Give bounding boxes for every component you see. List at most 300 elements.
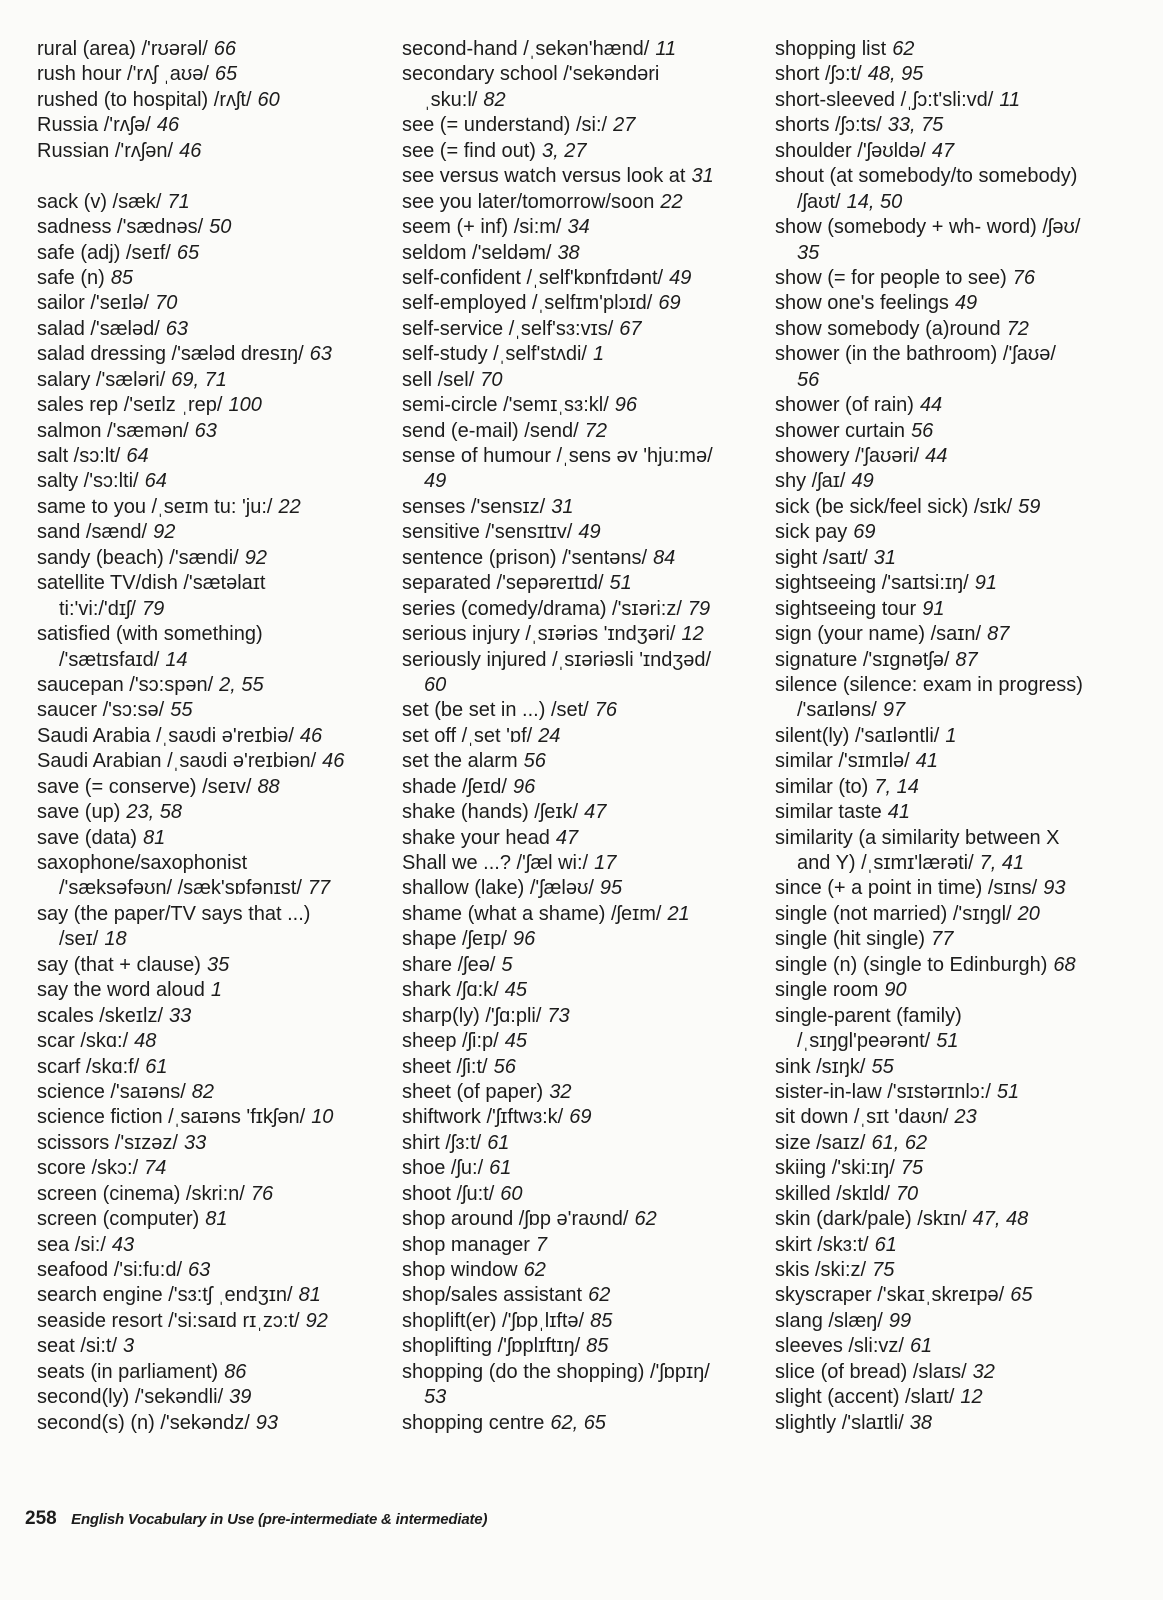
entry-pages: 49 (851, 470, 874, 493)
entry-pages: 22 (660, 190, 683, 213)
entry-pages: 87 (987, 623, 1010, 646)
entry-line (775, 266, 1083, 291)
entry-line (775, 826, 1083, 851)
entry-term: shame (what a shame) /ʃeɪm/ (402, 902, 662, 925)
entry-term: shoot /ʃu:t/ (402, 1182, 495, 1205)
entry-pages: 75 (872, 1259, 895, 1281)
entry-term: see you later/tomorrow/soon (402, 190, 655, 213)
entry-line (402, 1207, 714, 1232)
entry-continuation (37, 597, 344, 622)
entry-pages: 96 (614, 394, 638, 417)
entry-term-continued: /'sætɪsfaɪd/ (59, 648, 160, 671)
book-title: English Vocabulary in Use (pre-intermediate & intermediate) (71, 1511, 488, 1528)
entry-pages: 14 (165, 648, 188, 671)
entry-line (775, 571, 1083, 596)
entry-line (37, 1309, 344, 1334)
entry-line (402, 876, 714, 901)
index-entry (402, 749, 714, 774)
entry-term: save (up) (37, 801, 121, 824)
entry-term: series (comedy/drama) /'sɪəri:z/ (402, 597, 682, 620)
entry-term: scissors /'sɪzəz/ (37, 1131, 178, 1154)
entry-term: satisfied (with something) (37, 623, 263, 646)
index-entry (37, 1055, 344, 1080)
entry-line (37, 368, 344, 393)
index-entry (775, 546, 1083, 571)
index-entry (37, 1411, 344, 1436)
entry-term: short /ʃɔ:t/ (775, 63, 862, 86)
entry-term: set the alarm (402, 750, 518, 773)
entry-line (775, 775, 1083, 800)
index-entry (402, 1334, 714, 1359)
entry-term: see versus watch versus look at (402, 165, 686, 188)
entry-term: saucer /'sɔ:sə/ (37, 699, 165, 722)
entry-pages: 7, 41 (979, 852, 1025, 874)
index-entry (775, 37, 1083, 62)
index-entry (402, 597, 714, 622)
index-entry (402, 1055, 714, 1080)
entry-pages: 96 (512, 928, 536, 951)
entry-term-continued: /'sæksəfəʊn/ /sæk'sɒfənɪst/ (59, 877, 302, 900)
entry-pages: 39 (229, 1386, 252, 1409)
entry-term: say the word aloud (37, 979, 205, 1002)
entry-line (37, 495, 344, 520)
index-entry (775, 1283, 1083, 1308)
entry-line (37, 342, 344, 367)
entry-line (775, 164, 1083, 189)
entry-line (402, 1080, 714, 1105)
entry-pages: 100 (228, 394, 262, 417)
entry-pages: 82 (191, 1080, 215, 1103)
index-entry (775, 1156, 1083, 1181)
entry-term: shade /ʃeɪd/ (402, 775, 507, 798)
entry-term: shop window (402, 1259, 518, 1281)
entry-line (402, 648, 714, 673)
entry-term: sand /sænd/ (37, 521, 148, 544)
index-entry (402, 1283, 714, 1308)
index-entry (775, 495, 1083, 520)
index-entry (402, 139, 714, 164)
entry-term: shopping (do the shopping) /'ʃɒpɪŋ/ (402, 1360, 710, 1383)
entry-line (37, 37, 344, 62)
entry-line (402, 291, 714, 316)
index-entry (775, 62, 1083, 87)
entry-line (402, 1233, 714, 1258)
index-entry (37, 266, 344, 291)
entry-pages: 81 (298, 1284, 321, 1307)
index-entry (402, 444, 714, 495)
entry-line (775, 495, 1083, 520)
entry-line (37, 1029, 344, 1054)
entry-term: slight (accent) /slaɪt/ (775, 1386, 955, 1409)
entry-pages: 62 (523, 1259, 546, 1281)
index-entry (775, 673, 1083, 724)
entry-term: second(s) (n) /'sekəndz/ (37, 1411, 250, 1434)
entry-pages: 3, 27 (541, 139, 587, 162)
index-entry (402, 1411, 714, 1436)
entry-pages: 11 (655, 38, 677, 60)
entry-line (402, 1004, 714, 1029)
entry-line (775, 1131, 1083, 1156)
entry-pages: 92 (305, 1309, 328, 1332)
index-entry (402, 37, 714, 62)
entry-line (37, 851, 344, 876)
index-entry (37, 1105, 344, 1130)
entry-line (37, 139, 344, 164)
entry-pages: 61, 62 (871, 1131, 928, 1154)
entry-line (37, 190, 344, 215)
index-entry (775, 953, 1083, 978)
entry-line (37, 520, 344, 545)
entry-term: single (not married) /'sɪŋgl/ (775, 902, 1012, 925)
entry-pages: 75 (900, 1157, 924, 1180)
entry-line (775, 469, 1083, 494)
entry-line (775, 902, 1083, 927)
entry-term: silence (silence: exam in progress) (775, 673, 1083, 696)
entry-term: shake your head (402, 826, 550, 849)
index-entry (37, 215, 344, 240)
entry-term: save (= conserve) /seɪv/ (37, 775, 252, 798)
entry-line (775, 1156, 1083, 1181)
index-entry (402, 775, 714, 800)
entry-pages: 81 (205, 1208, 228, 1231)
entry-pages: 49 (669, 266, 692, 289)
index-entry (775, 164, 1083, 215)
entry-pages: 95 (599, 877, 623, 900)
entry-pages: 85 (110, 266, 134, 289)
entry-term: scar /skɑ:/ (37, 1030, 129, 1053)
entry-line (37, 1182, 344, 1207)
index-entry (402, 1080, 714, 1105)
entry-line (402, 368, 714, 393)
entry-pages: 70 (480, 368, 503, 391)
index-entry (775, 139, 1083, 164)
entry-term: shoplifting /'ʃɒplɪftɪŋ/ (402, 1335, 581, 1358)
index-entry (775, 1385, 1083, 1410)
entry-line (775, 62, 1083, 87)
entry-term: show (= for people to see) (775, 266, 1007, 289)
entry-line (402, 953, 714, 978)
entry-pages: 92 (153, 521, 176, 544)
entry-term: slightly /'slaɪtli/ (775, 1411, 904, 1434)
entry-term: sea /si:/ (37, 1233, 106, 1256)
entry-pages: 51 (936, 1030, 959, 1053)
entry-pages: 79 (142, 597, 165, 620)
entry-term: sailor /'seɪlə/ (37, 292, 150, 315)
entry-line (37, 1131, 344, 1156)
entry-line (402, 724, 714, 749)
entry-pages: 35 (797, 241, 820, 264)
index-entry (37, 724, 344, 749)
entry-term: semi-circle /'semɪˌsɜ:kl/ (402, 394, 609, 417)
entry-line (402, 1334, 714, 1359)
entry-term: Russian /'rʌʃən/ (37, 139, 174, 162)
entry-line (775, 1283, 1083, 1308)
entry-continuation (402, 469, 714, 494)
entry-pages: 72 (584, 419, 607, 442)
entry-pages: 97 (882, 699, 906, 722)
entry-pages: 32 (972, 1360, 995, 1383)
index-entry (37, 419, 344, 444)
index-entry (37, 800, 344, 825)
entry-pages: 61 (487, 1131, 510, 1154)
index-entry (37, 1283, 344, 1308)
entry-term: see (= understand) /si:/ (402, 114, 608, 137)
index-entry (402, 215, 714, 240)
entry-term-continued: /ʃaʊt/ (797, 190, 841, 213)
entry-pages: 64 (144, 470, 167, 493)
index-entry (37, 1029, 344, 1054)
entry-pages: 69 (658, 292, 681, 315)
entry-pages: 23, 58 (126, 801, 182, 824)
entry-pages: 72 (1006, 317, 1029, 340)
entry-pages: 47, 48 (972, 1208, 1029, 1231)
entry-line (402, 1055, 714, 1080)
entry-line (37, 215, 344, 240)
entry-term: self-study /ˌself'stʌdi/ (402, 343, 587, 366)
index-entry (402, 546, 714, 571)
entry-term: sick (be sick/feel sick) /sɪk/ (775, 495, 1013, 518)
index-entry (775, 749, 1083, 774)
entry-pages: 70 (895, 1182, 919, 1205)
entry-line (37, 1105, 344, 1130)
entry-term: saxophone/saxophonist (37, 852, 248, 874)
entry-pages: 86 (224, 1360, 247, 1383)
entry-pages: 32 (549, 1080, 572, 1103)
entry-pages: 48, 95 (867, 63, 924, 86)
entry-pages: 69 (853, 521, 876, 544)
entry-line (775, 1411, 1083, 1436)
entry-pages: 33 (183, 1131, 207, 1154)
entry-line (775, 749, 1083, 774)
entry-pages: 49 (424, 470, 447, 493)
entry-line (37, 902, 344, 927)
entry-pages: 17 (594, 852, 617, 874)
index-entry (402, 800, 714, 825)
entry-line (37, 1233, 344, 1258)
entry-pages: 96 (512, 775, 536, 798)
entry-line (775, 673, 1083, 698)
entry-pages: 21 (667, 902, 690, 925)
entry-line (402, 495, 714, 520)
entry-line (775, 876, 1083, 901)
entry-continuation (402, 673, 714, 698)
index-entry (402, 978, 714, 1003)
entry-term: sandy (beach) /'sændi/ (37, 546, 239, 569)
index-entry (37, 190, 344, 215)
entry-line (775, 1004, 1083, 1029)
index-entry (37, 749, 344, 774)
entry-pages: 50 (209, 216, 232, 239)
index-entry (37, 571, 344, 622)
entry-pages: 38 (909, 1411, 932, 1434)
entry-pages: 23 (954, 1106, 977, 1129)
entry-line (775, 953, 1083, 978)
entry-term: shiftwork /'ʃɪftwɜ:k/ (402, 1106, 564, 1129)
entry-term: salmon /'sæmən/ (37, 419, 189, 442)
index-entry (402, 342, 714, 367)
entry-line (775, 342, 1083, 367)
entry-pages: 74 (144, 1157, 167, 1180)
entry-pages: 49 (954, 292, 978, 315)
index-entry (37, 1360, 344, 1385)
index-entry (402, 1207, 714, 1232)
entry-line (37, 953, 344, 978)
entry-term: skirt /skɜ:t/ (775, 1233, 869, 1256)
entry-line (775, 1233, 1083, 1258)
entry-term: science fiction /ˌsaɪəns 'fɪkʃən/ (37, 1106, 306, 1129)
entry-line (37, 1283, 344, 1308)
entry-term: search engine /'sɜ:tʃ ˌendʒɪn/ (37, 1284, 293, 1307)
index-entry (37, 1258, 344, 1283)
entry-term: seriously injured /ˌsɪəriəsli 'ɪndʒəd/ (402, 648, 712, 671)
entry-term: shallow (lake) /'ʃæləʊ/ (402, 877, 594, 900)
index-entry (37, 953, 344, 978)
index-entry (37, 622, 344, 673)
entry-term: set (be set in ...) /set/ (402, 699, 589, 722)
entry-term: silent(ly) /'saɪləntli/ (775, 724, 940, 747)
entry-line (37, 622, 344, 647)
entry-term: rural (area) /'rʊərəl/ (37, 38, 208, 60)
entry-pages: 63 (309, 343, 332, 366)
entry-term: salad /'sæləd/ (37, 317, 160, 340)
entry-line (37, 393, 344, 418)
entry-pages: 7 (535, 1233, 547, 1256)
entry-line (402, 902, 714, 927)
entry-term: sack (v) /sæk/ (37, 190, 162, 213)
index-entry (402, 622, 714, 647)
index-entry (402, 698, 714, 723)
entry-term: sit down /ˌsɪt 'daʊn/ (775, 1106, 949, 1129)
entry-pages: 44 (925, 445, 948, 467)
entry-pages: 2, 55 (219, 673, 264, 696)
entry-line (775, 113, 1083, 138)
index-entry (775, 1182, 1083, 1207)
index-entry (402, 393, 714, 418)
entry-pages: 64 (126, 445, 149, 467)
index-entry (37, 444, 344, 469)
index-entry (37, 469, 344, 494)
entry-line (402, 698, 714, 723)
entry-term: shark /ʃɑ:k/ (402, 979, 499, 1002)
entry-term: shopping centre (402, 1411, 545, 1434)
entry-term: seldom /'seldəm/ (402, 241, 552, 264)
entry-term: size /saɪz/ (775, 1131, 866, 1154)
index-entry (775, 266, 1083, 291)
index-entry (775, 88, 1083, 113)
entry-term: salad dressing /'sæləd dresɪŋ/ (37, 343, 304, 366)
entry-pages: 45 (504, 979, 527, 1002)
entry-pages: 68 (1053, 953, 1076, 976)
entry-pages: 55 (170, 699, 193, 722)
entry-line (402, 113, 714, 138)
entry-line (37, 1334, 344, 1359)
index-entry (37, 139, 344, 164)
entry-pages: 87 (955, 648, 978, 671)
entry-pages: 14, 50 (846, 190, 903, 213)
entry-term: screen (computer) (37, 1208, 200, 1231)
entry-line (402, 520, 714, 545)
entry-pages: 63 (188, 1259, 211, 1281)
entry-pages: 56 (797, 368, 820, 391)
index-entry (775, 978, 1083, 1003)
entry-continuation (37, 648, 344, 673)
entry-pages: 61 (874, 1233, 897, 1256)
index-entry (37, 37, 344, 62)
index-entry (402, 826, 714, 851)
entry-pages: 63 (194, 419, 217, 442)
entry-line (775, 1360, 1083, 1385)
entry-pages: 12 (960, 1386, 983, 1409)
entry-term: send (e-mail) /send/ (402, 419, 579, 442)
entry-term: slice (of bread) /slaɪs/ (775, 1360, 967, 1383)
entry-pages: 79 (687, 597, 711, 620)
index-entry (775, 393, 1083, 418)
entry-line (37, 469, 344, 494)
entry-line (37, 419, 344, 444)
entry-term: sensitive /'sensɪtɪv/ (402, 521, 573, 544)
index-entry (775, 1105, 1083, 1130)
entry-line (775, 1334, 1083, 1359)
entry-term: self-employed /ˌselfɪm'plɔɪd/ (402, 292, 653, 315)
entry-pages: 38 (557, 241, 580, 264)
entry-pages: 82 (483, 88, 506, 111)
index-entry (775, 902, 1083, 927)
entry-term: Russia /'rʌʃə/ (37, 114, 151, 137)
index-entry (37, 851, 344, 902)
entry-line (37, 113, 344, 138)
entry-pages: 69, 71 (171, 368, 227, 391)
entry-pages: 60 (424, 673, 447, 696)
entry-term: say (the paper/TV says that ...) (37, 902, 311, 925)
entry-term: sightseeing /'saɪtsi:ɪŋ/ (775, 572, 969, 595)
index-entry (402, 368, 714, 393)
entry-pages: 70 (155, 292, 178, 315)
entry-term: safe (adj) /seɪf/ (37, 241, 171, 264)
entry-line (37, 1385, 344, 1410)
entry-pages: 60 (257, 88, 280, 111)
entry-continuation (402, 88, 714, 113)
entry-pages: 71 (167, 190, 190, 213)
entry-pages: 63 (165, 317, 189, 340)
entry-term: rushed (to hospital) /rʌʃt/ (37, 88, 252, 111)
index-entry (402, 419, 714, 444)
index-entry (37, 1385, 344, 1410)
index-entry (402, 190, 714, 215)
entry-pages: 41 (887, 801, 910, 824)
entry-line (37, 1360, 344, 1385)
entry-continuation (775, 698, 1083, 723)
entry-line (775, 317, 1083, 342)
entry-line (37, 1055, 344, 1080)
entry-line (37, 62, 344, 87)
entry-line (402, 1283, 714, 1308)
entry-term: showery /'ʃaʊəri/ (775, 445, 920, 467)
page-footer (25, 1508, 487, 1530)
entry-pages: 56 (523, 750, 546, 773)
entry-pages: 46 (156, 114, 180, 137)
entry-line (775, 1055, 1083, 1080)
index-entry (402, 317, 714, 342)
entry-term: senses /'sensɪz/ (402, 495, 546, 518)
index-entry (775, 775, 1083, 800)
entry-term-continued: /seɪ/ (59, 928, 99, 951)
entry-line (775, 1258, 1083, 1283)
entry-term: self-service /ˌself'sɜ:vɪs/ (402, 317, 614, 340)
entry-term: sharp(ly) /'ʃɑ:pli/ (402, 1004, 542, 1027)
entry-pages: 35 (206, 953, 230, 976)
entry-line (402, 978, 714, 1003)
entry-pages: 49 (578, 521, 601, 544)
